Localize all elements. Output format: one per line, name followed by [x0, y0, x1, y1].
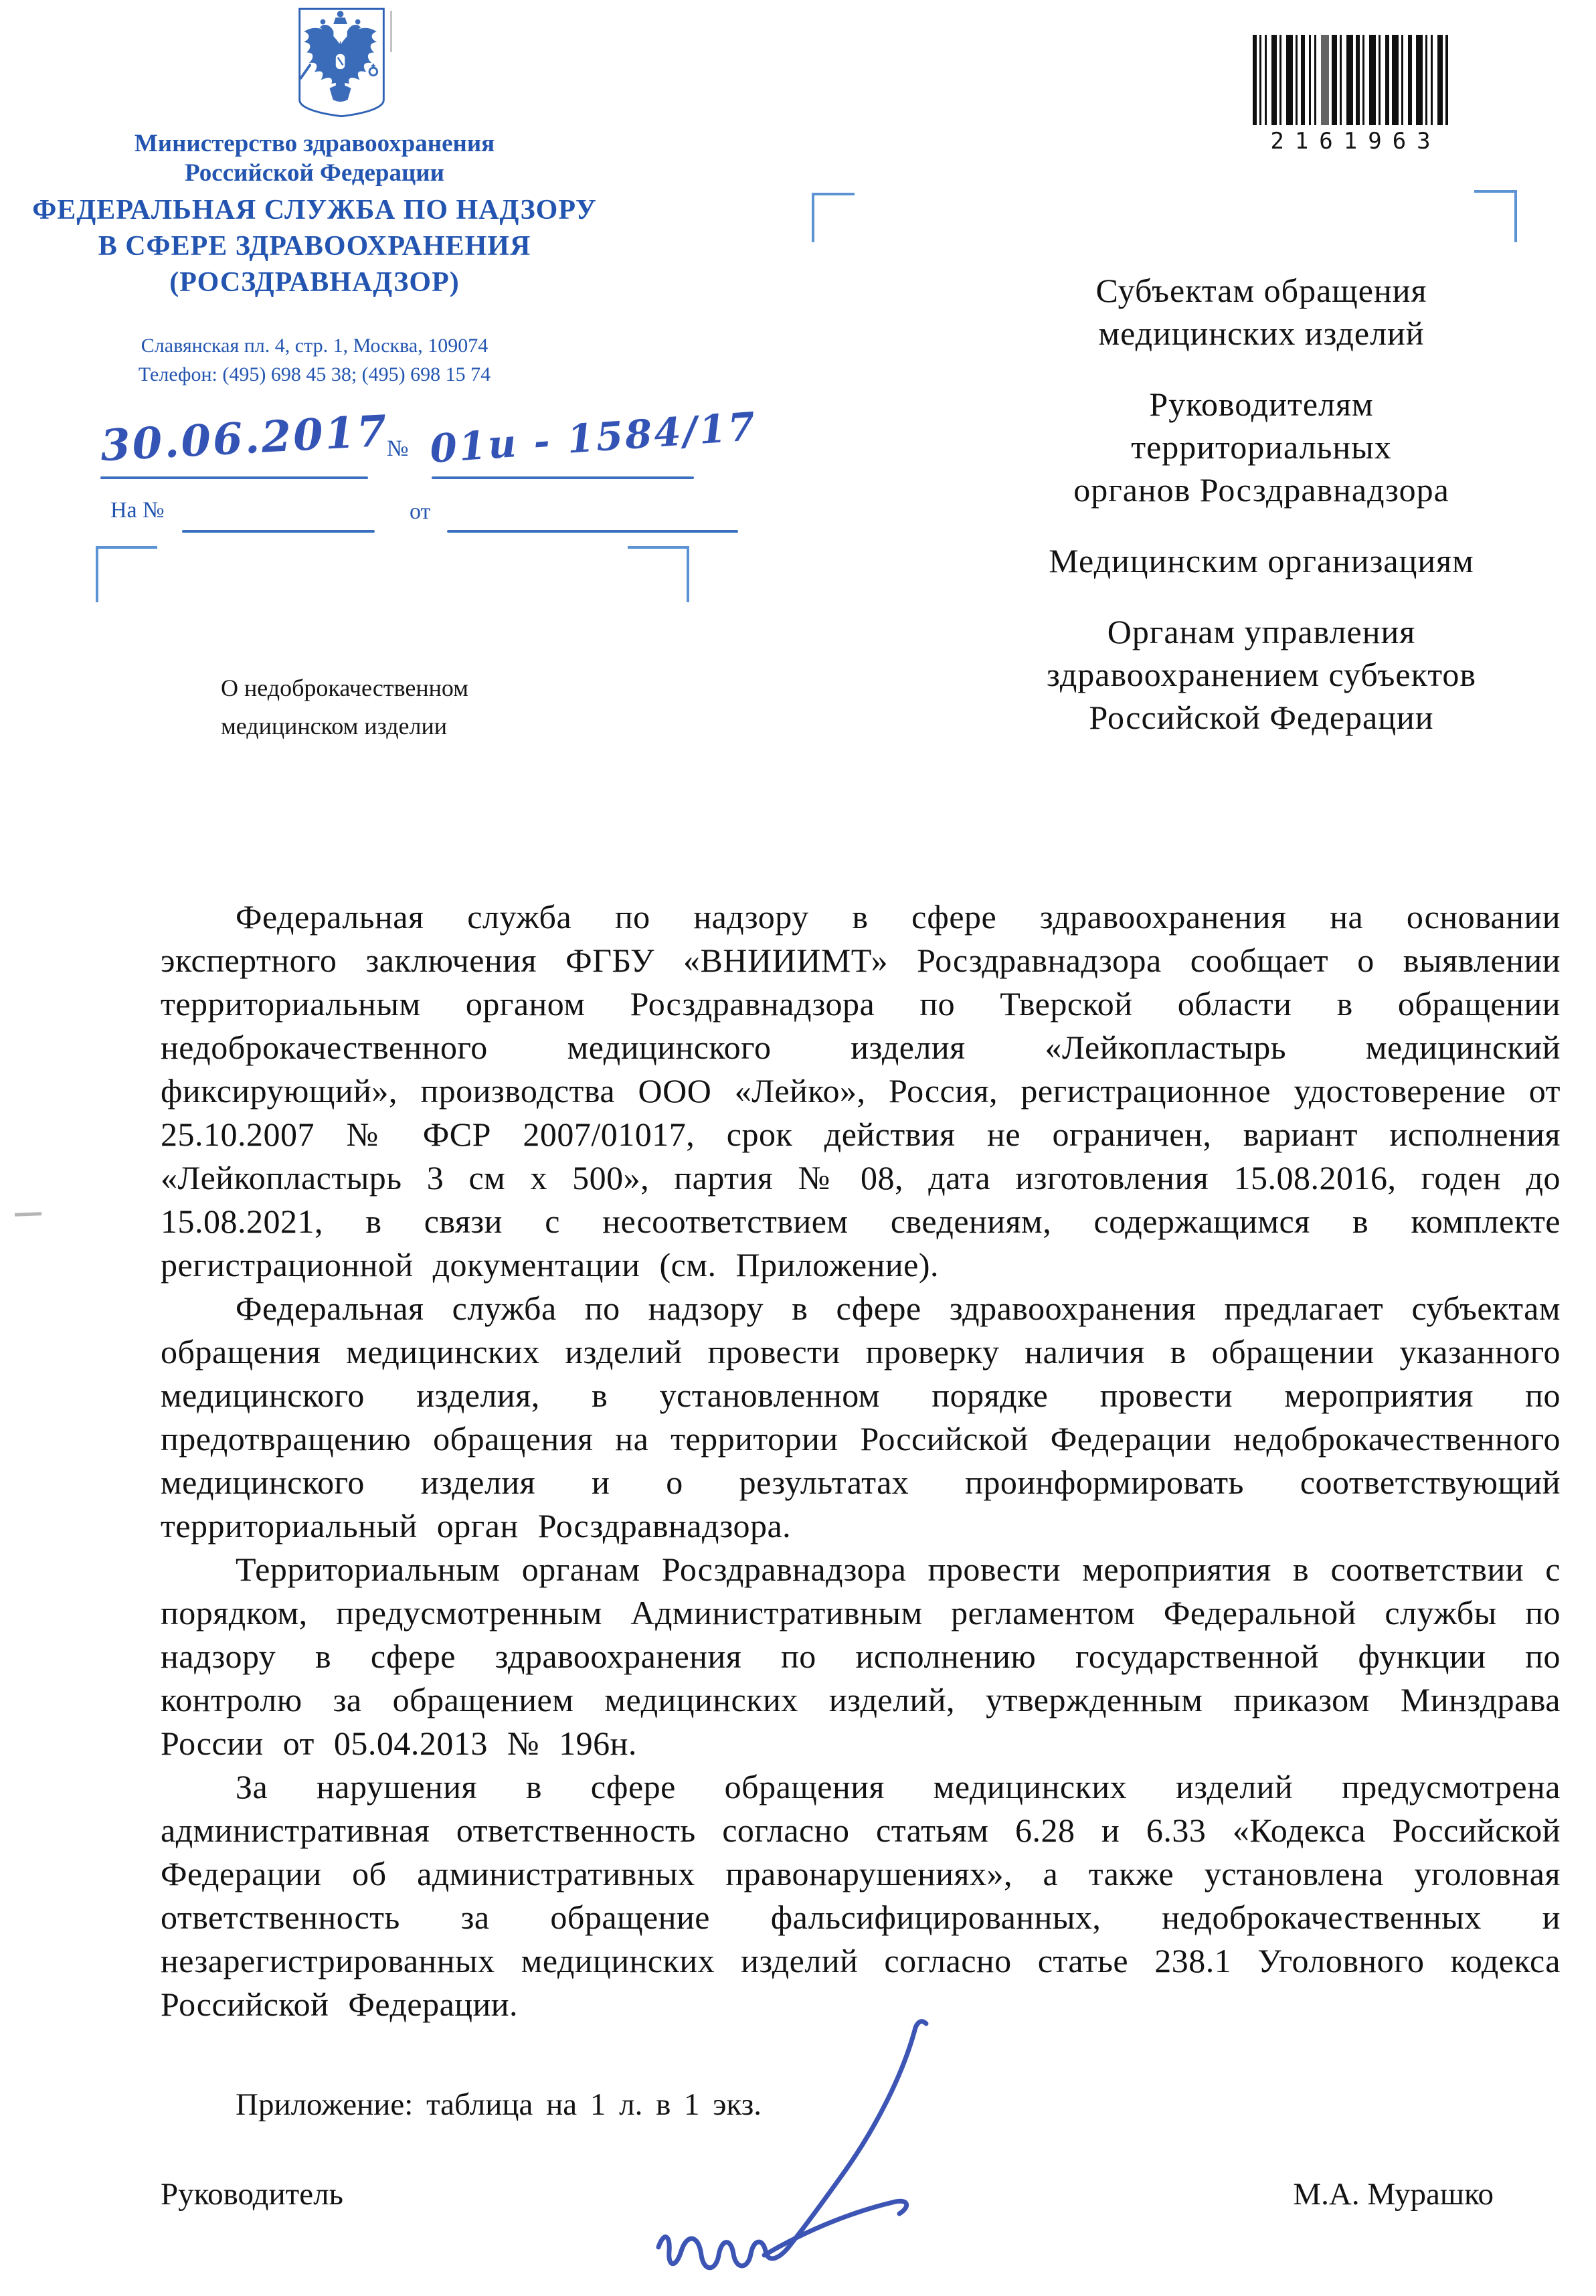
recipient-line: Российской Федерации: [1089, 699, 1434, 736]
recipient-line: органов Росздравнадзора: [1073, 471, 1449, 509]
recipient-line: территориальных: [1131, 428, 1392, 466]
recipient-group: [950, 269, 1573, 355]
coat-of-arms-icon: [293, 5, 390, 119]
subject-block: [221, 669, 729, 745]
body-paragraph: Федеральная служба по надзору в сфере здравоохранения на основании экспертного заключения ФГБУ «ВНИИИМТ» Росздравнадзора сообщает о выявлении территориальным органом Росздравнадзора по Тверской области в обращении недоброкачественного медицинского изделия «Лейкопластырь медицинский фиксирующий», производства ООО «Лейко», Россия, регистрационное удостоверение от 25.10.2007 № ФСР 2007/01017, срок действия не ограничен, вариант исполнения «Лейкопластырь 3 см х 500», партия № 08, дата изготовления 15.08.2016, годен до 15.08.2021, в связи с несоответствием сведениям, содержащимся в комплекте регистрационной документации (см. Приложение).: [161, 898, 1561, 1284]
body-paragraph: Федеральная служба по надзору в сфере здравоохранения предлагает субъектам обращения медицинских изделий провести проверку наличия в обращении указанного медицинского изделия, в установленном порядке провести мероприятия по предотвращению обращения на территории Российской Федерации недоброкачественного медицинского изделия и о результатах проинформировать соответствующий территориальный орган Росздравнадзора.: [161, 1290, 1561, 1544]
recipient-group: [950, 383, 1573, 511]
recipient-group: [950, 610, 1573, 739]
reg-date-underline: [100, 476, 368, 479]
subject-line: медицинском изделии: [221, 713, 448, 739]
recipient-line: Руководителям: [1149, 385, 1374, 423]
barcode: [1253, 35, 1448, 155]
scan-artifact-vertical-dash: [390, 11, 392, 52]
signer-title: Руководитель: [161, 2177, 343, 2212]
reg-number-handwritten: 01и - 1584/17: [428, 404, 759, 472]
body-paragraph: За нарушения в сфере обращения медицинских изделий предусмотрена административная ответственность согласно статьям 6.28 и 6.33 «Кодекса Российской Федерации об административных правонарушениях», а также установлена уголовная ответственность за обращение фальсифицированных, недоброкачественных и незарегистрированных медицинских изделий согласно статье 238.1 Уголовного кодекса Российской Федерации.: [161, 1768, 1561, 2023]
scan-artifact-margin-dash: [15, 1212, 41, 1216]
letter-body: [161, 895, 1561, 2026]
recipient-line: Органам управления: [1107, 613, 1416, 650]
org-phone: Телефон: (495) 698 45 38; (495) 698 15 74: [138, 363, 491, 385]
ot-underline: [447, 530, 738, 533]
service-name-line2: В СФЕРЕ ЗДРАВООХРАНЕНИЯ: [98, 231, 531, 262]
reg-number-sign: №: [387, 436, 409, 461]
barcode-number: 2161963: [1270, 128, 1441, 155]
subject-line: О недоброкачественном: [221, 675, 468, 701]
reg-number-underline: [432, 476, 694, 479]
na-no-underline: [182, 530, 375, 533]
recipient-line: медицинских изделий: [1098, 315, 1425, 352]
ministry-name-line2: Российской Федерации: [185, 159, 444, 187]
signature-autograph-icon: [589, 2013, 977, 2294]
signature-row: [161, 2176, 1494, 2212]
body-paragraph: Территориальным органам Росздравнадзора провести мероприятия в соответствии с порядком, предусмотренным Административным регламентом Федеральной службы по надзору в сфере здравоохранения по исполнению государственной функции по контролю за обращением медицинских изделий, утвержденным приказом Минздрава России от 05.04.2013 № 196н.: [161, 1551, 1561, 1762]
na-no-label: На №: [110, 498, 165, 523]
attachment-line: Приложение: таблица на 1 л. в 1 экз.: [236, 2087, 762, 2122]
ot-label: от: [410, 499, 431, 524]
barcode-icon: [1253, 35, 1448, 125]
signer-name: М.А. Мурашко: [1293, 2177, 1494, 2212]
service-name-line1: ФЕДЕРАЛЬНАЯ СЛУЖБА ПО НАДЗОРУ: [32, 195, 597, 226]
recipient-line: Медицинским организациям: [1049, 542, 1474, 580]
reg-date-handwritten: 30.06.2017: [99, 406, 390, 472]
ministry-name-line1: Министерство здравоохранения: [134, 130, 495, 157]
recipients-block: [950, 269, 1573, 767]
recipient-line: здравоохранением субъектов: [1046, 656, 1477, 693]
org-address: Славянская пл. 4, стр. 1, Москва, 109074: [141, 335, 489, 357]
recipient-line: Субъектам обращения: [1095, 272, 1427, 309]
recipient-group: [950, 539, 1573, 582]
service-name-line3: (РОСЗДРАВНАДЗОР): [169, 267, 460, 298]
